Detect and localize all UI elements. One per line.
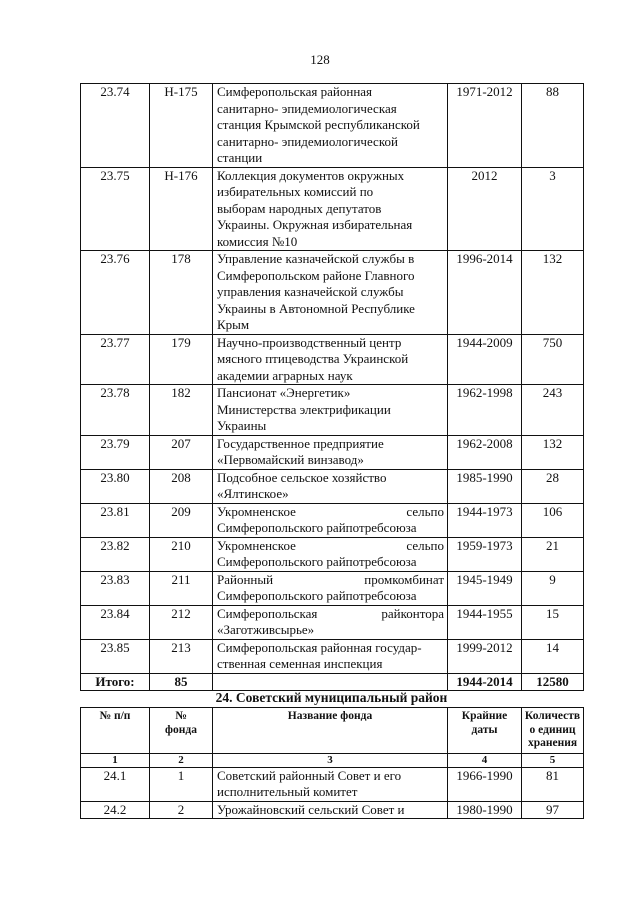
column-header [522, 708, 584, 754]
column-index-cell: 5 [522, 753, 584, 767]
dates-cell: 1966-1990 [448, 767, 522, 801]
dates-cell: 1944-1973 [448, 503, 522, 537]
page-number: 128 [310, 52, 330, 67]
fond-name-line: избирательных комиссий по [217, 184, 374, 199]
fond-name-line: Министерства электрификации [217, 401, 391, 417]
column-header [448, 708, 522, 754]
table-row [81, 605, 584, 639]
fond-number-cell: 178 [150, 251, 213, 335]
fond-name-line: Научно-производственный центр [217, 334, 402, 350]
column-header-line: о единиц [529, 723, 576, 736]
fonds-table-simferopol [80, 83, 584, 691]
section-title: 24. Советский муниципальный район [215, 690, 448, 705]
column-header-line: даты [471, 723, 498, 736]
row-number-cell: 23.85 [81, 639, 150, 673]
fond-name-line: Симферопольского райпотребсоюза [217, 520, 417, 535]
table-row [81, 251, 584, 335]
fond-name-cell [213, 605, 448, 639]
column-index-cell: 3 [213, 753, 448, 767]
total-fonds-cell: 85 [150, 673, 213, 690]
fond-name-line: мясного птицеводства Украинской [217, 351, 409, 366]
fond-name-line: станции [217, 150, 263, 165]
row-number-cell: 23.75 [81, 167, 150, 251]
count-cell: 28 [522, 469, 584, 503]
count-cell: 3 [522, 167, 584, 251]
fond-name-line: Симферопольская районная [217, 84, 373, 99]
row-number-cell: 23.77 [81, 334, 150, 385]
fond-name-line: Симферопольского райпотребсоюза [217, 554, 417, 569]
fond-name-line: академии аграрных наук [217, 367, 353, 383]
table-row [81, 639, 584, 673]
dates-cell: 1971-2012 [448, 84, 522, 168]
table-row [81, 385, 584, 436]
count-cell: 9 [522, 571, 584, 605]
total-empty-cell [213, 673, 448, 690]
fond-number-cell: 212 [150, 605, 213, 639]
table-row [81, 503, 584, 537]
dates-cell: 2012 [448, 167, 522, 251]
row-number-cell: 23.81 [81, 503, 150, 537]
fond-number-cell: Н-175 [150, 84, 213, 168]
row-number-cell: 23.82 [81, 537, 150, 571]
count-cell: 106 [522, 503, 584, 537]
fond-number-cell: Н-176 [150, 167, 213, 251]
fond-name-cell [213, 84, 448, 168]
fond-name-cell [213, 503, 448, 537]
fond-name-line: Крым [217, 317, 250, 332]
fond-name-cell [213, 469, 448, 503]
dates-cell: 1999-2012 [448, 639, 522, 673]
fond-name-line: «Первомайский винзавод» [217, 452, 364, 467]
fond-name-cell [213, 537, 448, 571]
column-header-line: Количеств [524, 710, 581, 722]
total-label-cell: Итого: [81, 673, 150, 690]
table-row [81, 334, 584, 385]
dates-cell: 1980-1990 [448, 801, 522, 819]
count-cell: 132 [522, 251, 584, 335]
column-index-cell: 2 [150, 753, 213, 767]
fond-name-cell [213, 435, 448, 469]
fond-name-line: станция Крымской республиканской [217, 117, 420, 132]
row-number-cell: 23.76 [81, 251, 150, 335]
row-number-cell: 23.84 [81, 605, 150, 639]
count-cell: 81 [522, 767, 584, 801]
column-header-line: № п/п [99, 710, 131, 722]
row-number-cell: 24.1 [81, 767, 150, 801]
dates-cell: 1996-2014 [448, 251, 522, 335]
fond-name-line: «Ялтинское» [217, 486, 289, 501]
fond-number-cell: 208 [150, 469, 213, 503]
table-row [81, 435, 584, 469]
fond-name-cell [213, 801, 448, 819]
row-number-cell: 23.80 [81, 469, 150, 503]
fond-name-line: Пансионат «Энергетик» [217, 385, 351, 400]
count-cell: 750 [522, 334, 584, 385]
count-cell: 97 [522, 801, 584, 819]
column-header [150, 708, 213, 754]
count-cell: 14 [522, 639, 584, 673]
fond-number-cell: 179 [150, 334, 213, 385]
count-cell: 243 [522, 385, 584, 436]
fond-name-line: Укромненское сельпо [217, 503, 444, 519]
fond-number-cell: 209 [150, 503, 213, 537]
dates-cell: 1985-1990 [448, 469, 522, 503]
fond-name-cell [213, 167, 448, 251]
fond-name-line: Управление казначейской службы в [217, 251, 415, 266]
fond-name-line: санитарно- эпидемиологическая [217, 100, 397, 116]
count-cell: 88 [522, 84, 584, 168]
fond-name-line: исполнительный комитет [217, 784, 358, 799]
fond-name-line: Украины. Окружная избирательная [217, 217, 413, 232]
fond-name-line: Симферопольском районе Главного [217, 267, 415, 283]
fond-name-line: Советский районный Совет и его [217, 767, 402, 783]
fond-name-line: комиссия №10 [217, 233, 298, 249]
count-cell: 21 [522, 537, 584, 571]
fond-name-line: Симферопольского райпотребсоюза [217, 588, 417, 603]
fond-name-line: Укромненское сельпо [217, 537, 444, 553]
fond-name-line: выборам народных депутатов [217, 200, 382, 216]
fonds-table-sovetsky [80, 707, 584, 819]
total-row [81, 673, 584, 690]
column-header-line: Крайние [461, 710, 508, 722]
fond-name-cell [213, 571, 448, 605]
fond-name-cell [213, 334, 448, 385]
column-header-line: хранения [527, 737, 578, 749]
row-number-cell: 23.83 [81, 571, 150, 605]
dates-cell: 1944-1955 [448, 605, 522, 639]
fond-number-cell: 210 [150, 537, 213, 571]
count-cell: 132 [522, 435, 584, 469]
fond-name-line: санитарно- эпидемиологической [217, 133, 398, 149]
fond-name-cell [213, 251, 448, 335]
column-header [81, 708, 150, 754]
fond-name-line: Коллекция документов окружных [217, 167, 405, 183]
table-row [81, 469, 584, 503]
total-dates-cell: 1944-2014 [448, 673, 522, 690]
fond-number-cell: 213 [150, 639, 213, 673]
count-cell: 15 [522, 605, 584, 639]
column-index-cell: 4 [448, 753, 522, 767]
column-index-row [81, 753, 584, 767]
fond-number-cell: 207 [150, 435, 213, 469]
fond-name-line: ственная семенная инспекция [217, 656, 383, 671]
fond-name-cell [213, 385, 448, 436]
fond-name-line: управления казначейской службы [217, 284, 404, 299]
fond-number-cell: 1 [150, 767, 213, 801]
dates-cell: 1962-1998 [448, 385, 522, 436]
fond-name-line: «Заготживсырье» [217, 622, 315, 637]
column-header-line: Название фонда [287, 710, 373, 722]
row-number-cell: 23.78 [81, 385, 150, 436]
fond-name-line: Украины [217, 418, 267, 433]
column-header-line: № [175, 710, 187, 722]
header-row [81, 708, 584, 754]
table-row [81, 801, 584, 819]
dates-cell: 1962-2008 [448, 435, 522, 469]
table-row [81, 537, 584, 571]
table-row [81, 767, 584, 801]
fond-number-cell: 182 [150, 385, 213, 436]
row-number-cell: 23.79 [81, 435, 150, 469]
fond-number-cell: 2 [150, 801, 213, 819]
table-row [81, 84, 584, 168]
column-header [213, 708, 448, 754]
total-count-cell: 12580 [522, 673, 584, 690]
table-row [81, 571, 584, 605]
fond-name-line: Симферопольская районная государ- [217, 639, 422, 655]
fond-name-line: Районный промкомбинат [217, 571, 444, 587]
fond-name-line: Урожайновский сельский Совет и [217, 801, 405, 817]
column-index-cell: 1 [81, 753, 150, 767]
fond-name-line: Украины в Автономной Республике [217, 300, 415, 316]
column-header-line: фонда [165, 723, 197, 736]
table-row [81, 167, 584, 251]
dates-cell: 1959-1973 [448, 537, 522, 571]
fond-number-cell: 211 [150, 571, 213, 605]
dates-cell: 1945-1949 [448, 571, 522, 605]
fond-name-cell [213, 639, 448, 673]
fond-name-cell [213, 767, 448, 801]
dates-cell: 1944-2009 [448, 334, 522, 385]
fond-name-line: Симферопольская райконтора [217, 605, 444, 621]
row-number-cell: 24.2 [81, 801, 150, 819]
fond-name-line: Подсобное сельское хозяйство [217, 469, 387, 485]
row-number-cell: 23.74 [81, 84, 150, 168]
fond-name-line: Государственное предприятие [217, 435, 384, 451]
